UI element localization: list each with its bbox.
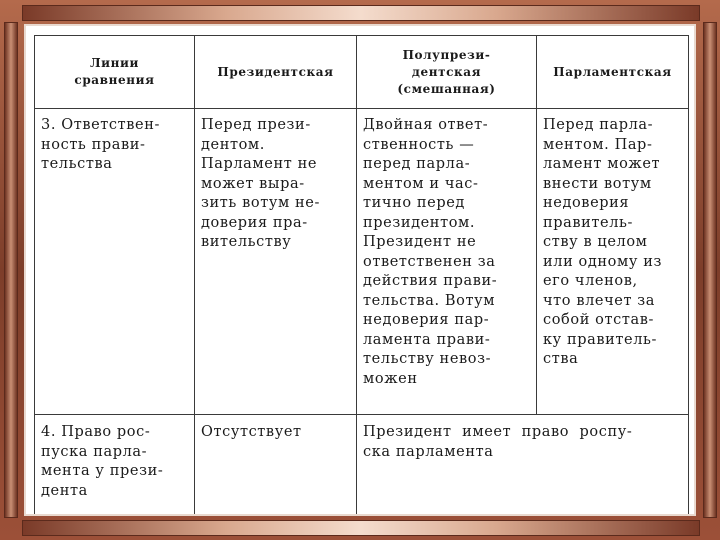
- header-row: [35, 36, 689, 109]
- cell-presidential: Отсутствует: [195, 415, 357, 517]
- row-label-dissolution-right: 4. Право рос- пуска парла- мента у прези- дента: [35, 415, 195, 517]
- row-label-government-responsibility: 3. Ответствен- ность прави- тельства: [35, 109, 195, 415]
- header-parliamentary: Парламентская: [537, 36, 689, 109]
- cell-semi-and-parliamentary: Президент имеет право роспу- ска парламента: [357, 415, 689, 517]
- header-presidential: Президентская: [195, 36, 357, 109]
- header-comparison-lines: Линии сравнения: [35, 36, 195, 109]
- header-semi-presidential: Полупрези- дентская (смешанная): [357, 36, 537, 109]
- cell-presidential: Перед прези- дентом. Парламент не может выра- зить вотум не- доверия пра- вительству: [195, 109, 357, 415]
- cell-semi-presidential: Двойная ответ- ственность — перед парла- ментом и час- тично перед президентом. Президент не ответственен за действия прави- тельства. Вотум недоверия пар- ламента прави- тельству невоз- можен: [357, 109, 537, 415]
- frame-left-bar: [4, 22, 18, 518]
- frame-right-bar: [703, 22, 717, 518]
- frame-top-bar: [22, 5, 700, 21]
- frame-bottom-bar: [22, 520, 700, 536]
- table-row: [35, 109, 689, 415]
- cell-parliamentary: Перед парла- ментом. Пар- ламент может внести вотум недоверия правитель- ству в целом или одному из его членов, что влечет за собой отстав- ку правитель- ства: [537, 109, 689, 415]
- table-row: [35, 415, 689, 517]
- comparison-table: [34, 35, 689, 516]
- content-panel: [24, 24, 696, 516]
